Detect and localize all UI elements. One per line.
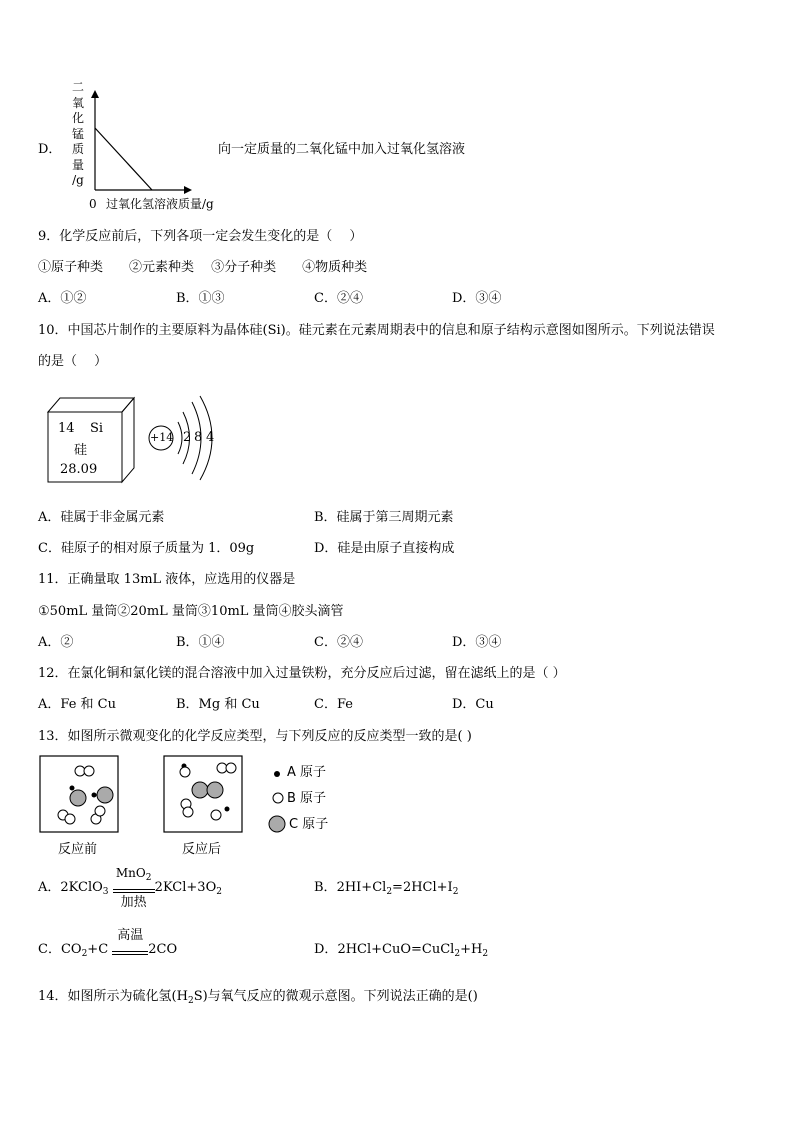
b-atom bbox=[211, 810, 221, 820]
q11-stem: 11．正确量取 13mL 液体，应选用的仪器是 bbox=[38, 572, 296, 587]
q13-option-c[interactable]: C．$CO_2+C$ 高温 2CO bbox=[38, 927, 178, 959]
q8-option-d-text: 向一定质量的二氧化锰中加入过氧化氢溶液 bbox=[218, 142, 466, 157]
b-atom bbox=[84, 766, 94, 776]
q8-graph-y-arrow bbox=[91, 90, 99, 98]
b-atom bbox=[180, 767, 190, 777]
b-atom bbox=[183, 807, 193, 817]
legend-c-symbol bbox=[269, 816, 285, 832]
q11-option-c[interactable]: C．②④ bbox=[314, 635, 363, 650]
b-atom bbox=[95, 806, 105, 816]
q12-option-b[interactable]: B．Mg 和 Cu bbox=[176, 697, 260, 712]
q9-option-c[interactable]: C．②④ bbox=[314, 291, 363, 306]
q14-stem: 14．如图所示为硫化氢$(H_2S)$与氧气反应的微观示意图。下列说法正确的是() bbox=[38, 989, 478, 1006]
q11-option-a[interactable]: A．② bbox=[38, 635, 74, 650]
q12-option-a[interactable]: A．Fe 和 Cu bbox=[38, 697, 116, 712]
reaction-condition-arrow: MnO$_2$ 加热 bbox=[113, 883, 155, 893]
c-atom bbox=[97, 787, 113, 803]
a-atom bbox=[70, 786, 75, 791]
q11-items: ①50mL 量筒②20mL 量筒③10mL 量筒④胶头滴管 bbox=[38, 604, 344, 619]
element-cell-top-face bbox=[48, 398, 134, 412]
element-atomic-mass: 28.09 bbox=[60, 462, 98, 477]
q8-graph-x-label: 过氧化氢溶液质量/g bbox=[106, 197, 214, 211]
shell-1-electrons: 2 bbox=[183, 430, 192, 445]
legend-c-label: C 原子 bbox=[289, 817, 329, 832]
a-atom bbox=[92, 793, 97, 798]
q13-stem: 13．如图所示微观变化的化学反应类型，与下列反应的反应类型一致的是( ) bbox=[38, 729, 472, 744]
b-atom bbox=[226, 763, 236, 773]
q8-option-d-letter: D． bbox=[38, 142, 62, 157]
q10-stem-line2: 的是（ ） bbox=[38, 354, 108, 369]
legend-b-label: B 原子 bbox=[287, 791, 327, 806]
q9-option-a[interactable]: A．①② bbox=[38, 291, 87, 306]
q12-option-d[interactable]: D．Cu bbox=[452, 697, 494, 712]
nucleus-charge: +14 bbox=[150, 431, 174, 444]
before-label: 反应前 bbox=[58, 842, 98, 857]
q9-items: ①原子种类 ②元素种类 ③分子种类 ④物质种类 bbox=[38, 260, 368, 275]
legend-b-symbol bbox=[273, 793, 283, 803]
q11-option-b[interactable]: B．①④ bbox=[176, 635, 225, 650]
c-atom bbox=[207, 782, 223, 798]
shell-2-electrons: 8 bbox=[194, 430, 203, 445]
element-atomic-number: 14 bbox=[58, 421, 75, 436]
c-atom bbox=[192, 782, 208, 798]
legend-a-symbol bbox=[274, 771, 280, 777]
q10-option-b[interactable]: B．硅属于第三周期元素 bbox=[314, 510, 454, 525]
q8-graph-y-label-char: 量 bbox=[71, 157, 84, 172]
q12-stem: 12．在氯化铜和氯化镁的混合溶液中加入过量铁粉，充分反应后过滤，留在滤纸上的是（ ） bbox=[38, 666, 566, 681]
q12-option-c[interactable]: C．Fe bbox=[314, 697, 353, 712]
q8-graph-y-label-char: 化 bbox=[71, 111, 84, 125]
legend-a-label: A 原子 bbox=[287, 765, 327, 780]
q10-option-a[interactable]: A．硅属于非金属元素 bbox=[38, 510, 165, 525]
element-name: 硅 bbox=[74, 443, 88, 458]
q8-graph-y-label-char: /g bbox=[72, 173, 84, 187]
q11-option-d[interactable]: D．③④ bbox=[452, 635, 502, 650]
a-atom bbox=[225, 807, 230, 812]
q8-graph-x-arrow bbox=[184, 186, 192, 194]
q8-graph-y-label bbox=[70, 80, 86, 189]
element-symbol: Si bbox=[90, 421, 104, 436]
element-cell-side-face bbox=[122, 398, 134, 482]
q8-graph-origin: 0 bbox=[89, 197, 97, 211]
q8-graph-y-label-char: 锰 bbox=[71, 126, 84, 141]
q8-graph-line bbox=[95, 128, 152, 190]
q8-graph-y-label-char: 氧 bbox=[71, 95, 84, 110]
q10-option-c[interactable]: C．硅原子的相对原子质量为 1．09g bbox=[38, 541, 255, 556]
q8-graph-y-label-char: 二 bbox=[71, 80, 84, 94]
after-label: 反应后 bbox=[182, 842, 222, 857]
q8-graph-y-label-char: 质 bbox=[71, 142, 84, 156]
shell-3-electrons: 4 bbox=[206, 430, 215, 445]
electron-shell-1 bbox=[178, 422, 182, 454]
q13-option-d[interactable]: D．$2HCl+CuO=CuCl_2+H_2$ bbox=[314, 942, 489, 959]
q9-option-b[interactable]: B．①③ bbox=[176, 291, 225, 306]
q10-option-d[interactable]: D．硅是由原子直接构成 bbox=[314, 541, 455, 556]
reaction-condition-arrow: 高温 bbox=[112, 945, 148, 955]
q9-option-d[interactable]: D．③④ bbox=[452, 291, 502, 306]
q10-stem-line1: 10．中国芯片制作的主要原料为晶体硅(Si)。硅元素在元素周期表中的信息和原子结构示意图如图所示。下列说法错误 bbox=[38, 323, 715, 338]
q8-graph bbox=[86, 90, 196, 200]
b-atom bbox=[65, 814, 75, 824]
c-atom bbox=[70, 790, 86, 806]
q13-option-a[interactable]: A．2KClO$_3$ MnO$_2$ 加热 $2KCl+3O_2$ bbox=[38, 865, 222, 910]
q13-option-b[interactable]: B．$2HI+Cl_2=2HCl+I_2$ bbox=[314, 880, 459, 897]
q9-stem: 9．化学反应前后，下列各项一定会发生变化的是（ ） bbox=[38, 229, 363, 244]
